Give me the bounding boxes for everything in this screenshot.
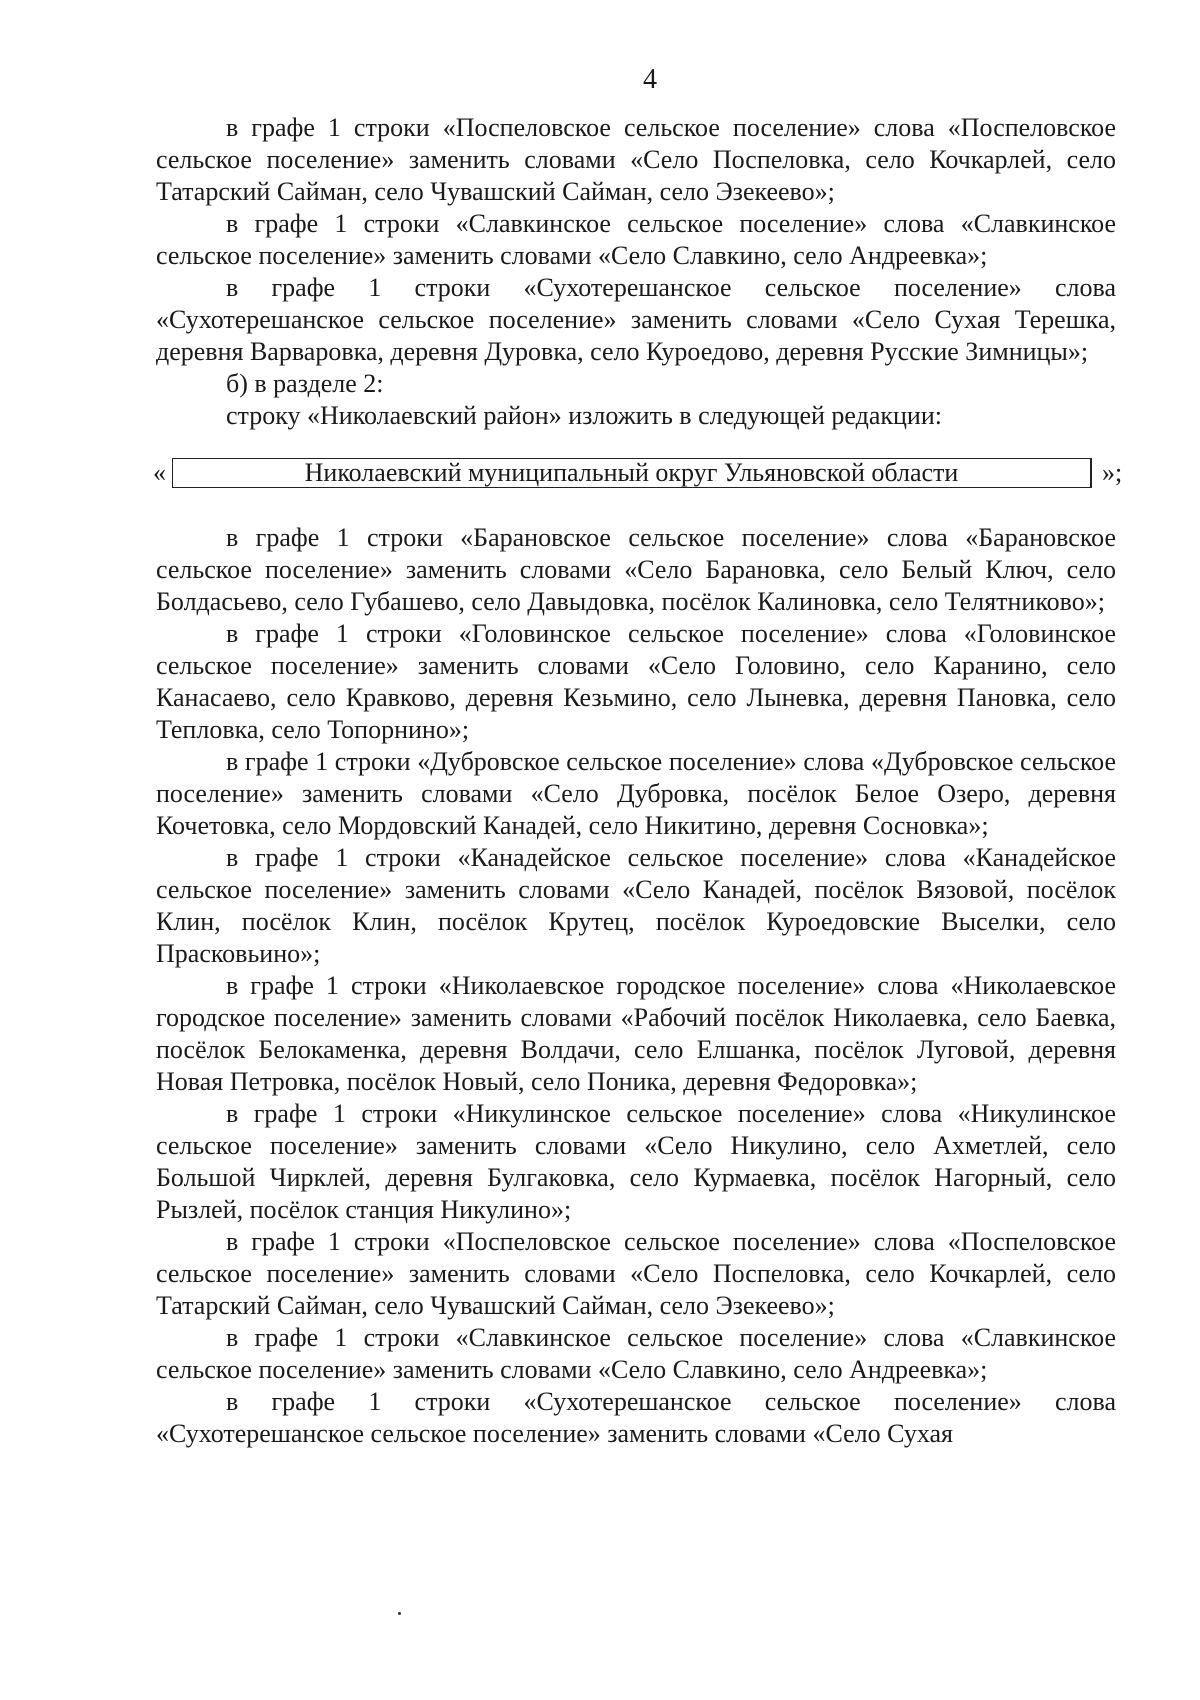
section-2-heading: б) в разделе 2: xyxy=(226,369,384,398)
paragraph-sukhoteresh-bottom: в графе 1 строки «Сухотерешанское сельское поселение» слова «Сухотерешанское сельское поселение» заменить словами «Село Сухая xyxy=(156,1387,1116,1448)
page-number: 4 xyxy=(643,64,657,95)
instruction-line: строку «Николаевский район» изложить в следующей редакции: xyxy=(226,401,942,430)
document-body xyxy=(153,112,1123,1450)
paragraph-dubrovskoe: в графе 1 строки «Дубровское сельское поселение» слова «Дубровское сельское поселение» заменить словами «Село Дубровка, посёлок Белое Озеро, деревня Кочетовка, село Мордовский Канадей, село Никитино, деревня Сосновка»; xyxy=(156,747,1116,840)
open-quote: « xyxy=(153,458,166,487)
scan-speck xyxy=(398,1612,401,1615)
paragraph-sukhoteresh-top: в графе 1 строки «Сухотерешанское сельское поселение» слова «Сухотерешанское сельское поселение» заменить словами «Село Сухая Терешка, деревня Варваровка, деревня Дуровка, село Куроедово, деревня Русские Зимницы»; xyxy=(156,273,1116,366)
paragraph-pospelovskoe-bottom: в графе 1 строки «Поспеловское сельское поселение» слова «Поспеловское сельское поселение» заменить словами «Село Поспеловка, село Кочкарлей, село Татарский Сайман, село Чувашский Сайман, село Эзекеево»; xyxy=(156,1227,1116,1320)
paragraph-kanadeyskoe: в графе 1 строки «Канадейское сельское поселение» слова «Канадейское сельское поселение» заменить словами «Село Канадей, посёлок Вязовой, посёлок Клин, посёлок Клин, посёлок Крутец, посёлок Куроедовские Выселки, село Прасковьино»; xyxy=(156,843,1116,968)
paragraph-pospelovskoe-top: в графе 1 строки «Поспеловское сельское поселение» слова «Поспеловское сельское поселение» заменить словами «Село Поспеловка, село Кочкарлей, село Татарский Сайман, село Чувашский Сайман, село Эзекеево»; xyxy=(156,113,1116,206)
paragraph-golovinskoe: в графе 1 строки «Головинское сельское поселение» слова «Головинское сельское поселение» заменить словами «Село Головино, село Каранино, село Канасаево, село Кравково, деревня Кезьмино, село Лыневка, деревня Пановка, село Тепловка, село Топорнино»; xyxy=(156,619,1116,744)
paragraph-slavkinskoe-top: в графе 1 строки «Славкинское сельское поселение» слова «Славкинское сельское поселение» заменить словами «Село Славкино, село Андреевка»; xyxy=(156,209,1116,270)
replacement-table-row xyxy=(153,456,1123,490)
paragraph-nikulinskoe: в графе 1 строки «Никулинское сельское поселение» слова «Никулинское сельское поселение» заменить словами «Село Никулино, село Ахметлей, село Большой Чирклей, деревня Булгаковка, село Курмаевка, посёлок Нагорный, село Рызлей, посёлок станция Никулино»; xyxy=(156,1099,1116,1224)
paragraph-slavkinskoe-bottom: в графе 1 строки «Славкинское сельское поселение» слова «Славкинское сельское поселение» заменить словами «Село Славкино, село Андреевка»; xyxy=(156,1323,1116,1384)
paragraph-baranovskoe: в графе 1 строки «Барановское сельское поселение» слова «Барановское сельское поселение» заменить словами «Село Барановка, село Белый Ключ, село Болдасьево, село Губашево, село Давыдовка, посёлок Калиновка, село Телятниково»; xyxy=(156,523,1116,616)
table-cell-nikolaevsky-okrug: Николаевский муниципальный округ Ульяновской области xyxy=(172,458,1092,488)
close-quote: »; xyxy=(1102,458,1123,487)
paragraph-nikolaevskoe: в графе 1 строки «Николаевское городское поселение» слова «Николаевское городское поселение» заменить словами «Рабочий посёлок Николаевка, село Баевка, посёлок Белокаменка, деревня Волдачи, село Елшанка, посёлок Луговой, деревня Новая Петровка, посёлок Новый, село Поника, деревня Федоровка»; xyxy=(156,971,1116,1096)
